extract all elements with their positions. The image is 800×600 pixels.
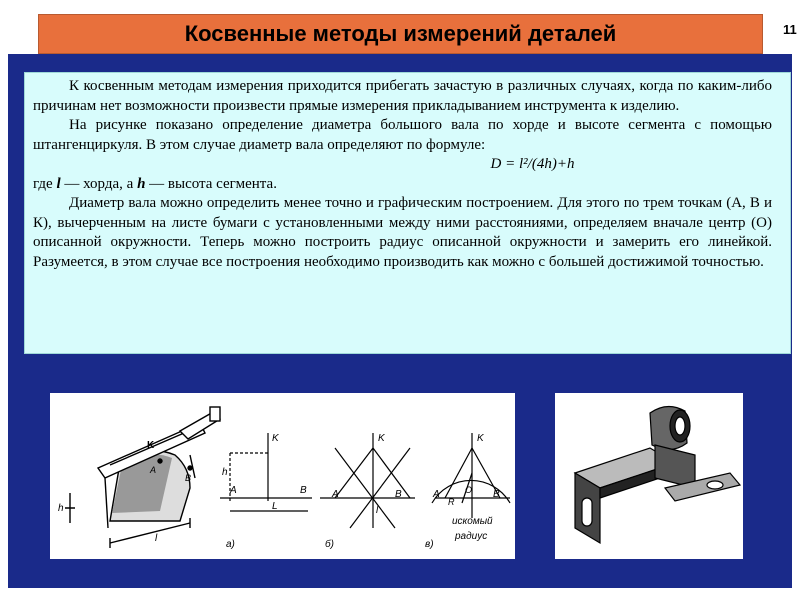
text-box [24, 72, 791, 354]
legend-suffix: — высота сегмента. [149, 175, 277, 192]
a-caption: а) [226, 539, 235, 550]
c-label-k: K [477, 433, 484, 444]
b-caption: б) [325, 539, 334, 550]
c-label-a: A [433, 489, 440, 500]
a-label-a: A [230, 485, 237, 496]
legend-prefix: где [33, 175, 53, 192]
caliper-letter-a: A [150, 465, 157, 475]
measurement-figure [50, 393, 515, 559]
a-label-h: h [222, 467, 228, 478]
slide-title: Косвенные методы измерений деталей [184, 21, 617, 46]
c-label-b: B [493, 489, 500, 500]
caliper-drawing [65, 407, 220, 548]
caliper-label-h: h [58, 503, 64, 514]
paragraph-caliper: На рисунке показано определение диаметра большого вала по хорде и высоте сегмента с помощью штангенциркуля. В этом случае диаметр вала определяют по формуле: [33, 117, 772, 153]
b-label-l: l [376, 505, 379, 516]
b-label-k: K [378, 433, 385, 444]
bracket-drawing [555, 393, 743, 559]
b-label-a: A [332, 489, 339, 500]
diagram-a [220, 433, 312, 511]
caliper-letter-k: K [147, 440, 155, 451]
c-note-line2: радиус [455, 531, 488, 542]
measurement-diagram [50, 393, 515, 559]
formula-legend [33, 175, 772, 195]
legend-middle: — хорда, а [64, 175, 134, 192]
caliper-label-l: l [155, 533, 158, 544]
a-label-l: L [272, 501, 278, 512]
legend-h: h [137, 175, 146, 192]
c-label-o: O [465, 485, 473, 495]
title-bar [38, 14, 763, 54]
legend-l: l [56, 175, 61, 192]
page-number: 11 [783, 22, 797, 37]
formula: D = l²/(4h)+h [490, 156, 575, 172]
c-note-line1: искомый [452, 516, 493, 527]
a-label-b: B [300, 485, 307, 496]
diagram-c [432, 433, 510, 518]
diagram-b [320, 433, 415, 528]
part-figure [555, 393, 743, 559]
paragraph-graphic: Диаметр вала можно определить менее точно и графическим построением. Для этого по трем точкам (А, В и К), вычерченным на листе бумаги с установленными между ними расстояниями, определяем вначале центр (О) описанной окружности. Теперь можно построить радиус описанной окружности и замерить его линейкой. Разумеется, в этом случае все построения необходимо производить как можно с большей достижимой точностью. [33, 195, 772, 270]
a-label-k: K [272, 433, 279, 444]
paragraph-intro: К косвенным методам измерения приходится прибегать зачастую в различных случаях, когда по каким-либо причинам нет возможности произвести прямые измерения прикладыванием инструмента к изделию. [33, 78, 772, 114]
caliper-letter-b: B [185, 473, 192, 483]
b-label-b: B [395, 489, 402, 500]
c-label-r: R [448, 497, 455, 507]
c-caption: в) [425, 539, 434, 550]
